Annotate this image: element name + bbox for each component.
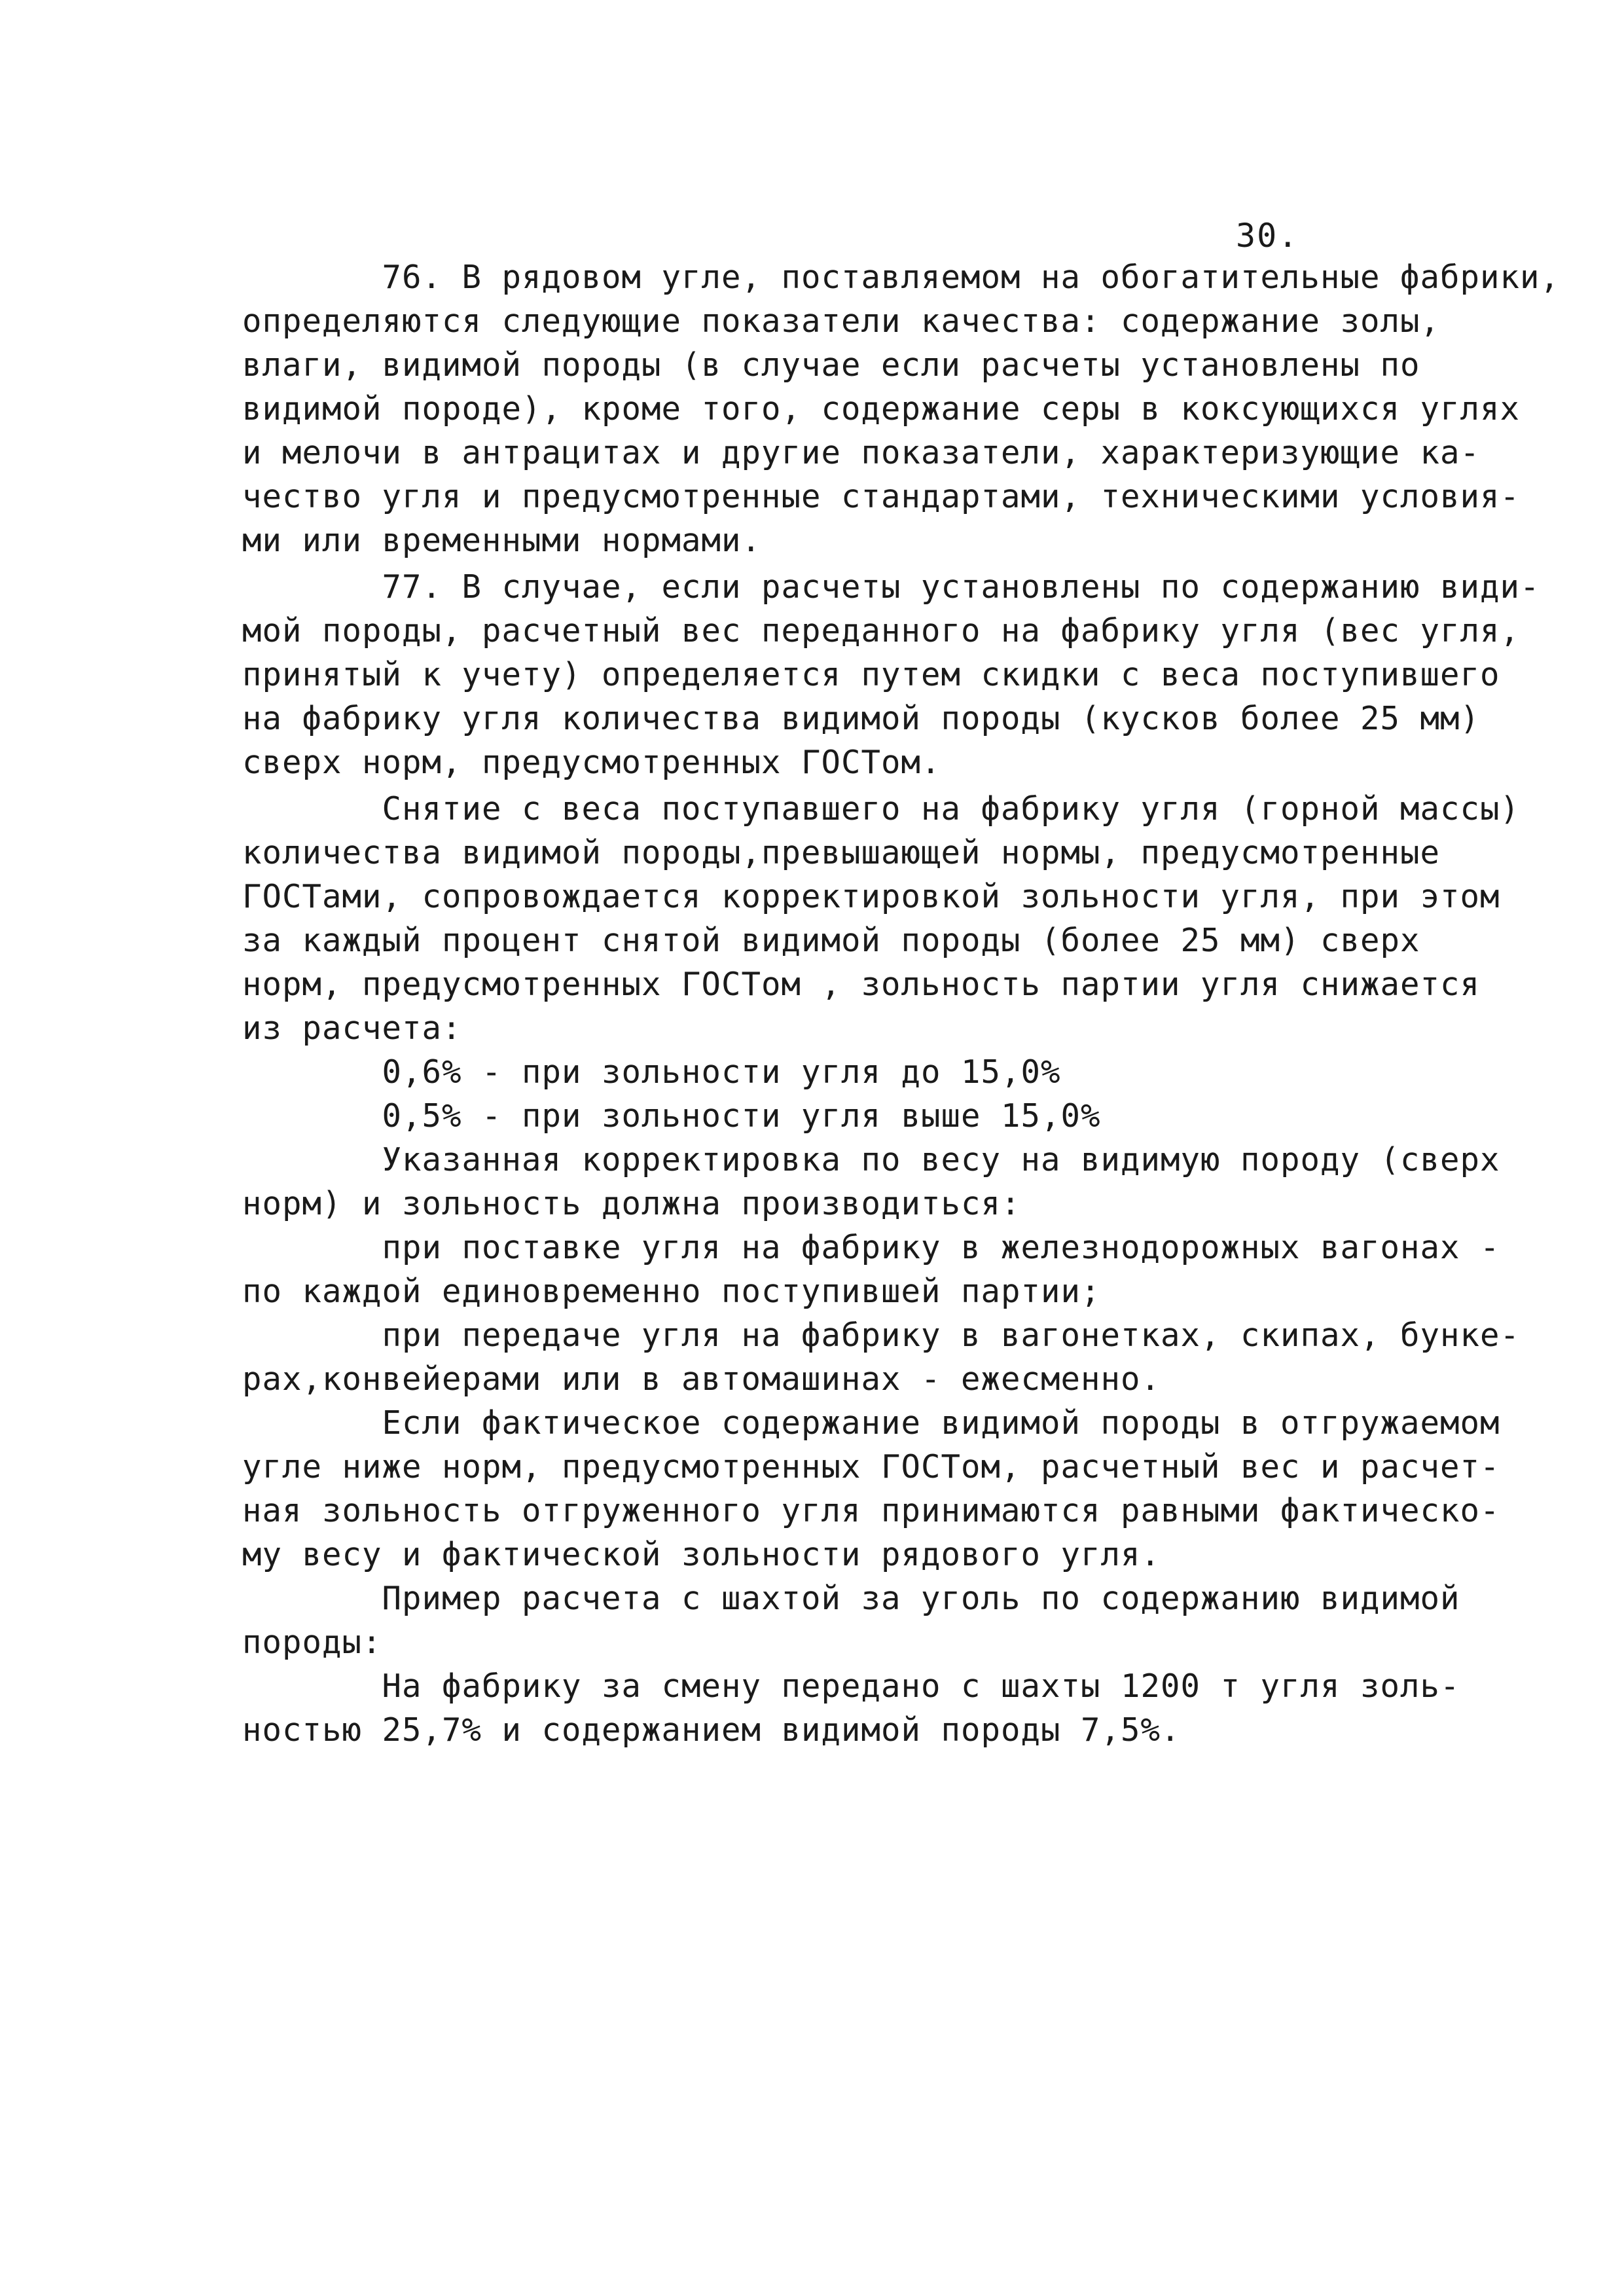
text-line: при передаче угля на фабрику в вагонетках, скипах, бунке- [242,1317,1521,1354]
text-line: количества видимой породы,превышающей нормы, предусмотренные [242,834,1441,871]
text-line: породы: [242,1624,382,1661]
text-line: Пример расчета с шахтой за уголь по содержанию видимой [242,1580,1460,1617]
text-line: влаги, видимой породы (в случае если расчеты установлены по [242,346,1420,384]
text-line: видимой породе), кроме того, содержание серы в коксующихся углях [242,390,1521,428]
page-number: 30. [1236,217,1299,255]
text-line: на фабрику угля количества видимой породы (кусков более 25 мм) [242,700,1481,737]
text-line: норм) и зольность должна производиться: [242,1185,1021,1222]
text-line: за каждый процент снятой видимой породы (более 25 мм) сверх [242,922,1420,959]
text-line: угле ниже норм, предусмотренных ГОСТом, расчетный вес и расчет- [242,1448,1500,1485]
text-line: му весу и фактической зольности рядового угля. [242,1536,1161,1573]
text-line: из расчета: [242,1010,462,1047]
text-line: Если фактическое содержание видимой породы в отгружаемом [242,1404,1500,1442]
text-line: 0,5% - при зольности угля выше 15,0% [242,1097,1101,1135]
body-text [242,255,1561,1752]
text-line: 0,6% - при зольности угля до 15,0% [242,1053,1061,1091]
text-line: норм, предусмотренных ГОСТом , зольность партии угля снижается [242,966,1481,1003]
text-line: принятый к учету) определяется путем скидки с веса поступившего [242,656,1500,693]
text-line: Снятие с веса поступавшего на фабрику угля (горной массы) [242,790,1521,828]
text-line: ная зольность отгруженного угля принимаются равными фактическо- [242,1492,1500,1529]
text-line: рах,конвейерами или в автомашинах - ежесменно. [242,1360,1161,1398]
text-line: ми или временными нормами. [242,522,762,559]
text-line: Указанная корректировка по весу на видимую породу (сверх [242,1141,1500,1178]
text-line: мой породы, расчетный вес переданного на фабрику угля (вес угля, [242,612,1521,649]
text-line: На фабрику за смену передано с шахты 1200 т угля золь- [242,1667,1460,1705]
text-line: 76. В рядовом угле, поставляемом на обогатительные фабрики, [242,259,1561,296]
text-line: и мелочи в антрацитах и другие показатели, характеризующие ка- [242,434,1481,471]
text-line: определяются следующие показатели качества: содержание золы, [242,302,1441,340]
text-line: ГОСТами, сопровождается корректировкой зольности угля, при этом [242,878,1500,915]
text-line: 77. В случае, если расчеты установлены по содержанию види- [242,568,1540,606]
text-line: сверх норм, предусмотренных ГОСТом. [242,744,941,781]
text-line: по каждой единовременно поступившей партии; [242,1273,1101,1310]
text-line: ностью 25,7% и содержанием видимой породы 7,5%. [242,1711,1181,1749]
text-line: при поставке угля на фабрику в железнодорожных вагонах - [242,1229,1500,1266]
text-line: чество угля и предусмотренные стандартами, техническими условия- [242,478,1521,515]
